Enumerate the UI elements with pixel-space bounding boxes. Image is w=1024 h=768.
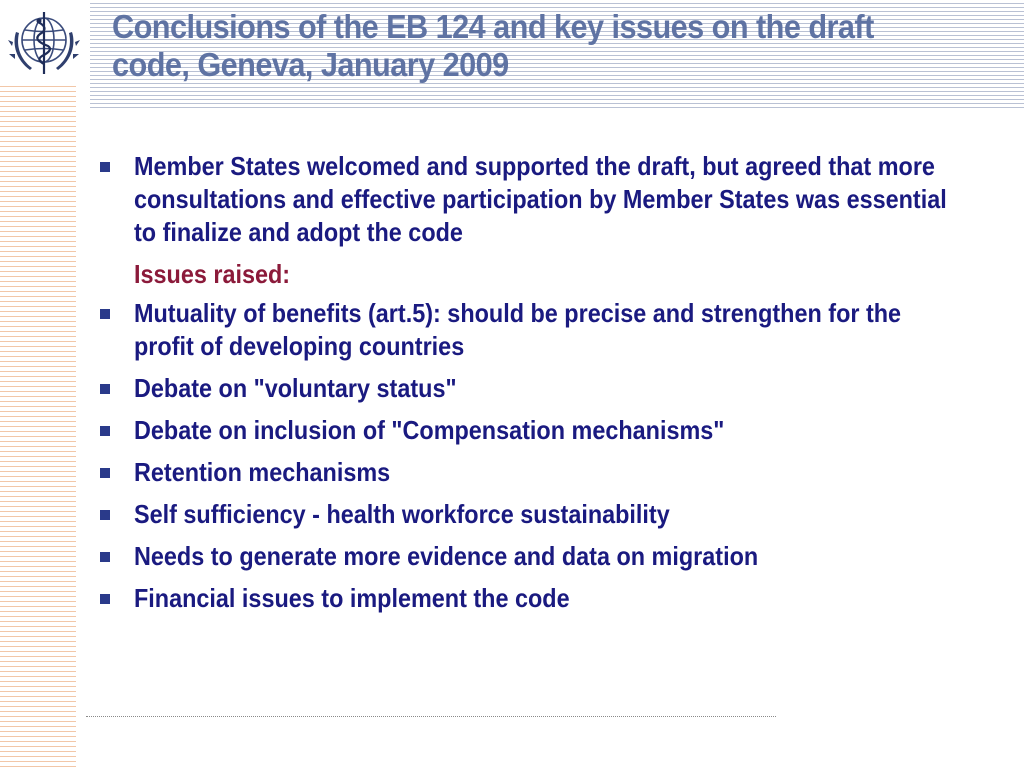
square-bullet-icon bbox=[100, 552, 110, 562]
square-bullet-icon bbox=[100, 510, 110, 520]
list-item-text: Debate on "voluntary status" bbox=[134, 373, 457, 403]
list-item bbox=[100, 456, 1000, 489]
list-item-text: Debate on inclusion of "Compensation mechanisms" bbox=[134, 415, 725, 445]
list-item bbox=[100, 297, 1000, 363]
list-item-text: Member States welcomed and supported the draft, but agreed that more consultations and effective participation by Member States was essential to finalize and adopt the code bbox=[134, 151, 947, 247]
list-item bbox=[100, 498, 1000, 531]
footer-divider bbox=[86, 716, 776, 717]
who-emblem-icon bbox=[2, 2, 86, 86]
list-item-text: Self sufficiency - health workforce sustainability bbox=[134, 499, 670, 529]
square-bullet-icon bbox=[100, 426, 110, 436]
list-item bbox=[100, 372, 1000, 405]
slide-title: Conclusions of the EB 124 and key issues on the draft code, Geneva, January 2009 bbox=[112, 8, 874, 83]
left-stripe-decoration bbox=[0, 86, 76, 768]
square-bullet-icon bbox=[100, 384, 110, 394]
list-item bbox=[100, 540, 1000, 573]
list-item bbox=[100, 150, 1000, 249]
list-item-text: Needs to generate more evidence and data on migration bbox=[134, 541, 759, 571]
list-item-text: Financial issues to implement the code bbox=[134, 583, 570, 613]
list-item-text: Retention mechanisms bbox=[134, 457, 391, 487]
list-item bbox=[100, 414, 1000, 447]
square-bullet-icon bbox=[100, 162, 110, 172]
square-bullet-icon bbox=[100, 594, 110, 604]
issues-heading-text: Issues raised: bbox=[134, 259, 291, 289]
slide-body bbox=[100, 150, 1000, 624]
list-item-text: Mutuality of benefits (art.5): should be precise and strengthen for the profit of developing countries bbox=[134, 298, 902, 361]
square-bullet-icon bbox=[100, 309, 110, 319]
square-bullet-icon bbox=[100, 468, 110, 478]
bullet-list-issues bbox=[100, 297, 1000, 615]
issues-heading bbox=[100, 258, 1000, 291]
bullet-list-intro bbox=[100, 150, 1000, 249]
list-item bbox=[100, 582, 1000, 615]
